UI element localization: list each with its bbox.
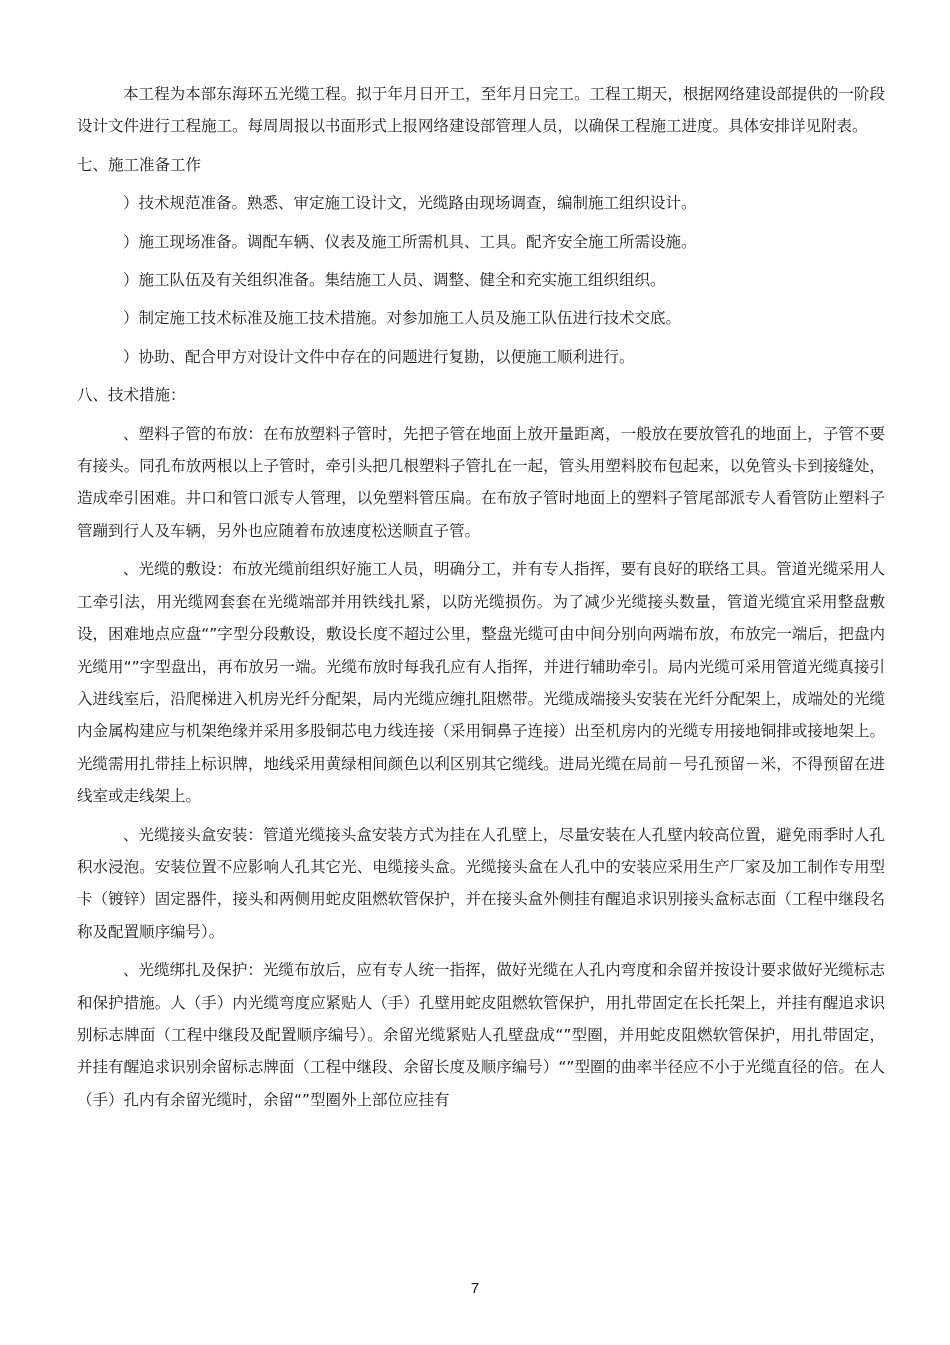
paragraph-cable-laying: 、光缆的敷设：布放光缆前组织好施工人员，明确分工，并有专人指挥，要有良好的联络工具。管道光缆采用人工牵引法，用光缆网套套在光缆端部并用铁线扎紧，以防光缆损伤。为了减少光缆接头数量，管道光缆宜采用整盘敷设，困难地点应盘“”字型分段敷设，敷设长度不超过公里，整盘光缆可由中间分别向两端布放，布放完一端后，把盘内光缆用“”字型盘出，再布放另一端。光缆布放时每我孔应有人指挥，并进行辅助牵引。局内光缆可采用管道光缆真接引入进线室后，沿爬梯进入机房光纤分配架，局内光缆应缠扎阻燃带。光缆成端接头安装在光纤分配架上，成端处的光缆内金属构建应与机架绝缘并采用多股铜芯电力线连接（采用铜鼻子连接）出至机房内的光缆专用接地铜排或接地架上。光缆需用扎带挂上标识牌，地线采用黄绿相间颜色以利区别其它缆线。进局光缆在局前－号孔预留－米，不得预留在进线室或走线架上。 bbox=[77, 560, 885, 806]
list-item: ）施工现场准备。调配车辆、仪表及施工所需机具、工具。配齐安全施工所需设施。 bbox=[123, 232, 697, 251]
section-heading-preparation: 七、施工准备工作 bbox=[77, 155, 202, 174]
paragraph-subduct-laying: 、塑料子管的布放：在布放塑料子管时，先把子管在地面上放开量距离，一般放在要放管孔的地面上，子管不要有接头。同孔布放两根以上子管时，牵引头把几根塑料子管扎在一起，管头用塑料胶布包起来，以免管头卡到接缝处，造成牵引困难。井口和管口派专人管理，以免塑料管压扁。在布放子管时地面上的塑料子管尾部派专人看管防止塑料子管蹦到行人及车辆，另外也应随着布放速度松送顺直子管。 bbox=[77, 424, 885, 540]
list-item: ）施工队伍及有关组织准备。集结施工人员、调整、健全和充实施工组织组织。 bbox=[123, 271, 666, 290]
page-number: 7 bbox=[470, 1280, 480, 1297]
paragraph-splice-box: 、光缆接头盒安装：管道光缆接头盒安装方式为挂在人孔壁上，尽量安装在人孔壁内较高位置，避免雨季时人孔积水浸泡。安装位置不应影响人孔其它光、电缆接头盒。光缆接头盒在人孔中的安装应采用生产厂家及加工制作专用型卡（镀锌）固定器件，接头和两侧用蛇皮阻燃软管保护，并在接头盒外侧挂有醒追求识别接头盒标志面（工程中继段名称及配置顺序编号）。 bbox=[77, 825, 885, 941]
paragraph-binding-protection: 、光缆绑扎及保护：光缆布放后，应有专人统一指挥，做好光缆在人孔内弯度和余留并按设计要求做好光缆标志和保护措施。人（手）内光缆弯度应紧贴人（手）孔壁用蛇皮阻燃软管保护，用扎带固定在长托架上，并挂有醒追求识别标志牌面（工程中继段及配置顺序编号）。余留光缆紧贴人孔壁盘成“”型圈，并用蛇皮阻燃软管保护，用扎带固定，并挂有醒追求识别余留标志牌面（工程中继段、余留长度及顺序编号）“”型圈的曲率半径应不小于光缆直径的倍。在人（手）孔内有余留光缆时，余留“”型圈外上部位应挂有 bbox=[77, 961, 885, 1109]
section-heading-technical: 八、技术措施： bbox=[77, 386, 186, 405]
list-item: ）技术规范准备。熟悉、审定施工设计文，光缆路由现场调查，编制施工组织设计。 bbox=[123, 194, 697, 213]
intro-paragraph: 本工程为本部东海环五光缆工程。拟于年月日开工，至年月日完工。工程工期天，根据网络建设部提供的一阶段设计文件进行工程施工。每周周报以书面形式上报网络建设部管理人员，以确保工程施工进度。具体安排详见附表。 bbox=[77, 85, 885, 136]
list-item: ）制定施工技术标准及施工技术措施。对参加施工人员及施工队伍进行技术交底。 bbox=[123, 309, 682, 328]
document-body bbox=[77, 78, 885, 1116]
list-item: ）协助、配合甲方对设计文件中存在的问题进行复勘，以便施工顺利进行。 bbox=[123, 347, 635, 366]
